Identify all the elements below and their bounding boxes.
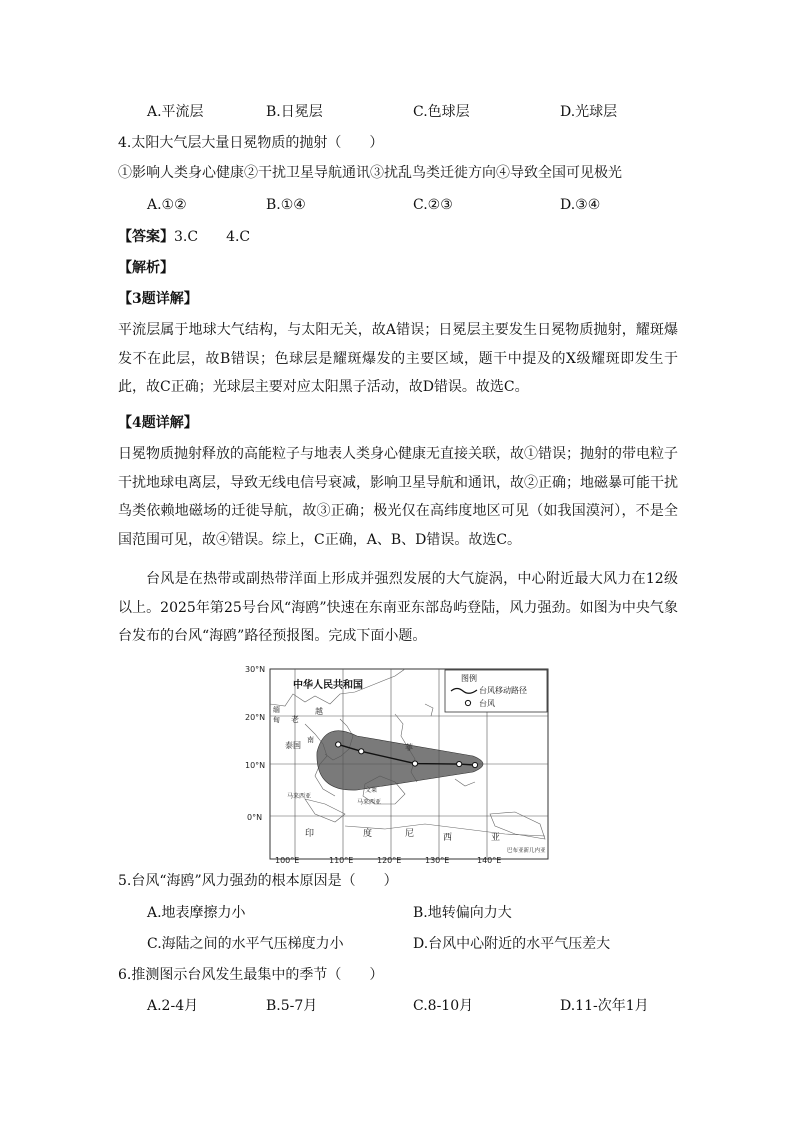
q6-option-d[interactable]: D.11-次年1月: [560, 998, 649, 1014]
lat-label-10: 10°N: [245, 761, 266, 770]
q6-stem: 6.推测图示台风发生最集中的季节（ ）: [118, 967, 384, 983]
q4-detail-label: 【4题详解】: [118, 415, 198, 431]
typhoon-position-marker: [359, 749, 364, 754]
answer-line: [118, 227, 250, 247]
q3-option-b[interactable]: B.日冕层: [266, 104, 323, 120]
label-myanmar-2: 甸: [273, 716, 280, 724]
answer-text: 3.C 4.C: [174, 229, 251, 245]
lon-label-140: 140°E: [477, 856, 502, 864]
q4-option-b[interactable]: B.①④: [266, 197, 306, 213]
lat-label-30: 30°N: [245, 665, 266, 674]
q4-detail-text: 日冕物质抛射释放的高能粒子与地表人类身心健康无直接关联，故①错误；抛射的带电粒子干扰地球电离层，导致无线电信号衰减，影响卫星导航和通讯，故②正确；地磁暴可能干扰鸟类依赖地磁场的迁徙导航，故③正确；极光仅在高纬度地区可见（如我国漠河），不是全国范围可见，故④错误。综上，C正确，A、B、D错误。故选C。: [118, 446, 678, 548]
lon-label-120: 120°E: [377, 856, 402, 864]
q4-option-c[interactable]: C.②③: [413, 197, 453, 213]
map-svg: [245, 664, 555, 864]
analysis-label: 【解析】: [118, 260, 174, 276]
typhoon-position-marker: [336, 742, 341, 747]
q4-option-a[interactable]: A.①②: [147, 197, 187, 213]
lon-label-100: 100°E: [275, 856, 300, 864]
label-indonesia-4: 西: [443, 833, 453, 843]
label-png: 巴布亚新几内亚: [507, 848, 546, 854]
legend-title: 图例: [461, 674, 477, 683]
q5-option-c[interactable]: C.海陆之间的水平气压梯度力小: [147, 936, 344, 952]
q4-statements: ①影响人类身心健康②干扰卫星导航通讯③扰乱鸟类迁徙方向④导致全国可见极光: [118, 165, 622, 181]
typhoon-position-marker: [412, 761, 417, 766]
label-cambodia-sea: 南: [307, 736, 314, 744]
label-laos: 老: [291, 715, 299, 724]
q5-option-d[interactable]: D.台风中心附近的水平气压差大: [413, 936, 611, 952]
lat-label-20: 20°N: [245, 713, 266, 722]
lon-label-130: 130°E: [425, 856, 450, 864]
typhoon-position-marker: [472, 762, 477, 767]
label-indonesia-5: 亚: [491, 833, 501, 843]
q3-option-a[interactable]: A.平流层: [147, 104, 204, 120]
q6-option-a[interactable]: A.2-4月: [147, 998, 199, 1014]
map-title: 中华人民共和国: [293, 680, 363, 691]
answer-label: 【答案】: [118, 229, 174, 245]
q5-option-a[interactable]: A.地表摩擦力小: [147, 905, 246, 921]
typhoon-track-map: [245, 664, 555, 864]
q4-option-d[interactable]: D.③④: [560, 197, 601, 213]
label-indonesia-3: 尼: [405, 829, 415, 839]
label-philippines: 菲: [405, 743, 413, 752]
label-vietnam: 越: [315, 707, 323, 716]
q3-option-c[interactable]: C.色球层: [413, 104, 470, 120]
label-indonesia-1: 印: [305, 829, 315, 839]
q3-option-d[interactable]: D.光球层: [560, 104, 618, 120]
q6-option-b[interactable]: B.5-7月: [266, 998, 318, 1014]
label-myanmar: 缅: [273, 706, 280, 714]
q6-option-c[interactable]: C.8-10月: [413, 998, 474, 1014]
label-malaysia-w: 马来西亚: [287, 793, 312, 800]
lat-label-0: 0°N: [247, 813, 263, 822]
label-malaysia-e: 马来西亚: [357, 799, 382, 806]
q4-stem: 4.太阳大气层大量日冕物质的抛射（ ）: [118, 135, 384, 151]
typhoon-intro: 台风是在热带或副热带洋面上形成并强烈发展的大气旋涡，中心附近最大风力在12级以上。2025年第25号台风“海鸥”快速在东南亚东部岛屿登陆，风力强劲。如图为中央气象台发布的台风“海鸥”路径预报图。完成下面小题。: [118, 571, 678, 644]
label-indonesia-2: 度: [363, 829, 373, 839]
typhoon-position-marker: [457, 761, 462, 766]
label-thailand: 泰国: [285, 741, 301, 750]
q3-detail-text: 平流层属于地球大气结构，与太阳无关，故A错误；日冕层主要发生日冕物质抛射，耀斑爆发不在此层，故B错误；色球层是耀斑爆发的主要区域，题干中提及的X级耀斑即发生于此，故C正确；光球层主要对应太阳黑子活动，故D错误。故选C。: [118, 322, 678, 395]
legend-typhoon-icon: [465, 700, 470, 705]
label-brunei: 文莱: [365, 787, 378, 794]
legend-path-label: 台风移动路径: [479, 686, 527, 695]
q5-option-b[interactable]: B.地转偏向力大: [413, 905, 512, 921]
q3-detail-label: 【3题详解】: [118, 291, 198, 307]
q5-stem: 5.台风“海鸥”风力强劲的根本原因是（ ）: [118, 873, 398, 889]
legend-typhoon-label: 台风: [479, 699, 495, 708]
lon-label-110: 110°E: [329, 856, 354, 864]
